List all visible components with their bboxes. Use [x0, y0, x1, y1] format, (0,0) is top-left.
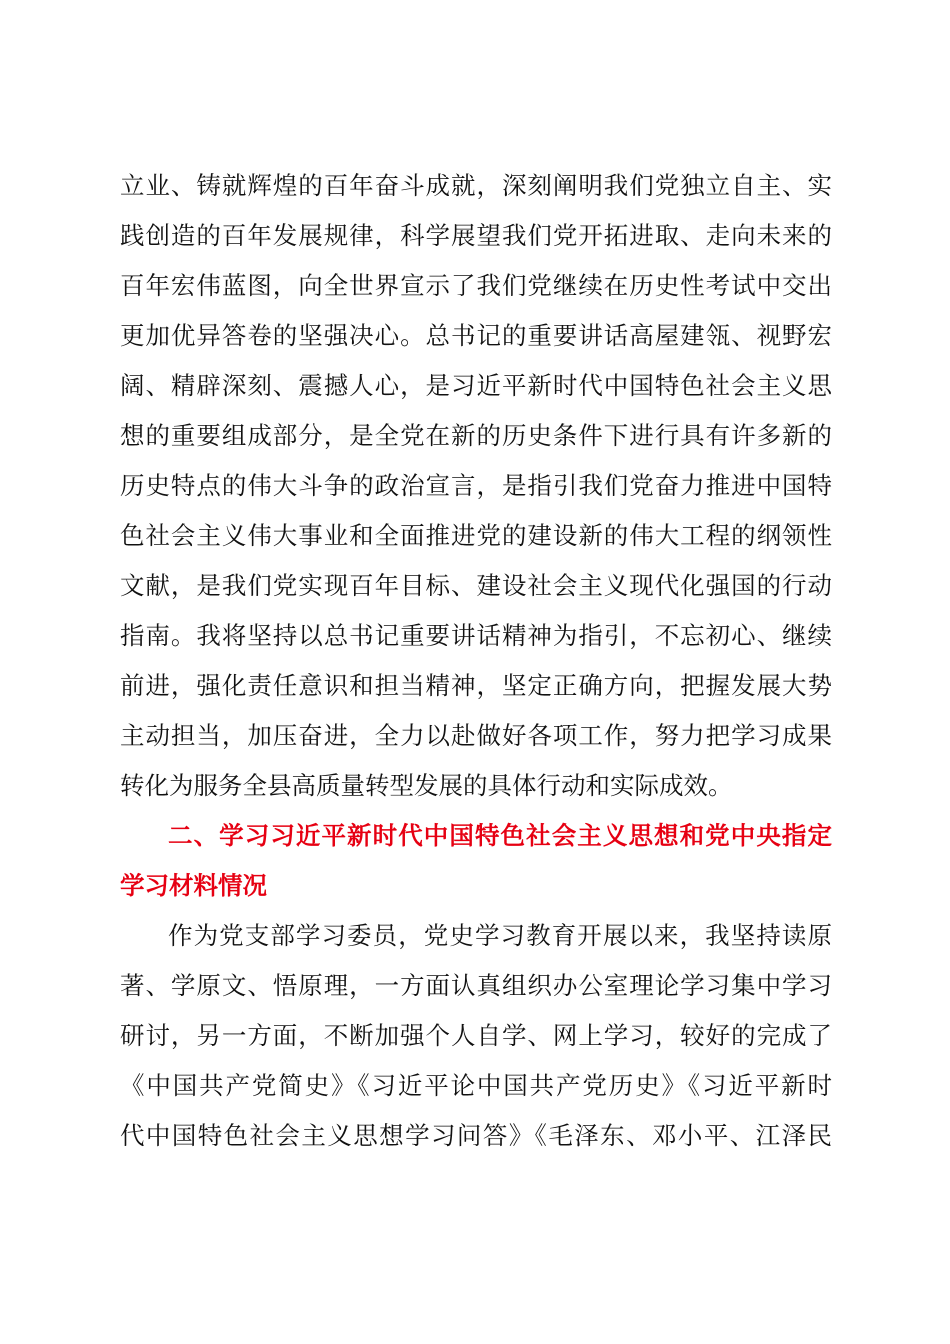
- paragraph-line: 更加优异答卷的坚强决心。总书记的重要讲话高屋建瓴、视野宏: [120, 321, 832, 350]
- paragraph-line: 代中国特色社会主义思想学习问答》《毛泽东、邓小平、江泽民: [120, 1121, 832, 1150]
- paragraph-line: 《中国共产党简史》《习近平论中国共产党历史》《习近平新时: [120, 1071, 832, 1100]
- paragraph-line: 阔、精辟深刻、震撼人心，是习近平新时代中国特色社会主义思: [120, 371, 832, 400]
- paragraph-line: 践创造的百年发展规律，科学展望我们党开拓进取、走向未来的: [120, 221, 832, 250]
- paragraph-line: 研讨，另一方面，不断加强个人自学、网上学习，较好的完成了: [120, 1021, 832, 1050]
- paragraph-line: 主动担当，加压奋进，全力以赴做好各项工作，努力把学习成果: [120, 721, 832, 750]
- paragraph-line: 历史特点的伟大斗争的政治宣言，是指引我们党奋力推进中国特: [120, 471, 832, 500]
- paragraph-line: 文献，是我们党实现百年目标、建设社会主义现代化强国的行动: [120, 571, 832, 600]
- paragraph-line: 著、学原文、悟原理，一方面认真组织办公室理论学习集中学习: [120, 971, 832, 1000]
- paragraph-line: 百年宏伟蓝图，向全世界宣示了我们党继续在历史性考试中交出: [120, 271, 832, 300]
- paragraph-line: 前进，强化责任意识和担当精神，坚定正确方向，把握发展大势: [120, 671, 832, 700]
- paragraph-line: 立业、铸就辉煌的百年奋斗成就，深刻阐明我们党独立自主、实: [120, 171, 832, 200]
- paragraph-line: 作为党支部学习委员，党史学习教育开展以来，我坚持读原: [168, 921, 832, 950]
- paragraph-line: 想的重要组成部分，是全党在新的历史条件下进行具有许多新的: [120, 421, 832, 450]
- paragraph-line: 转化为服务全县高质量转型发展的具体行动和实际成效。: [120, 771, 733, 800]
- section-heading: 二、学习习近平新时代中国特色社会主义思想和党中央指定: [168, 821, 832, 850]
- paragraph-line: 色社会主义伟大事业和全面推进党的建设新的伟大工程的纲领性: [120, 521, 832, 550]
- paragraph-line: 指南。我将坚持以总书记重要讲话精神为指引，不忘初心、继续: [120, 621, 832, 650]
- section-heading: 学习材料情况: [120, 871, 267, 900]
